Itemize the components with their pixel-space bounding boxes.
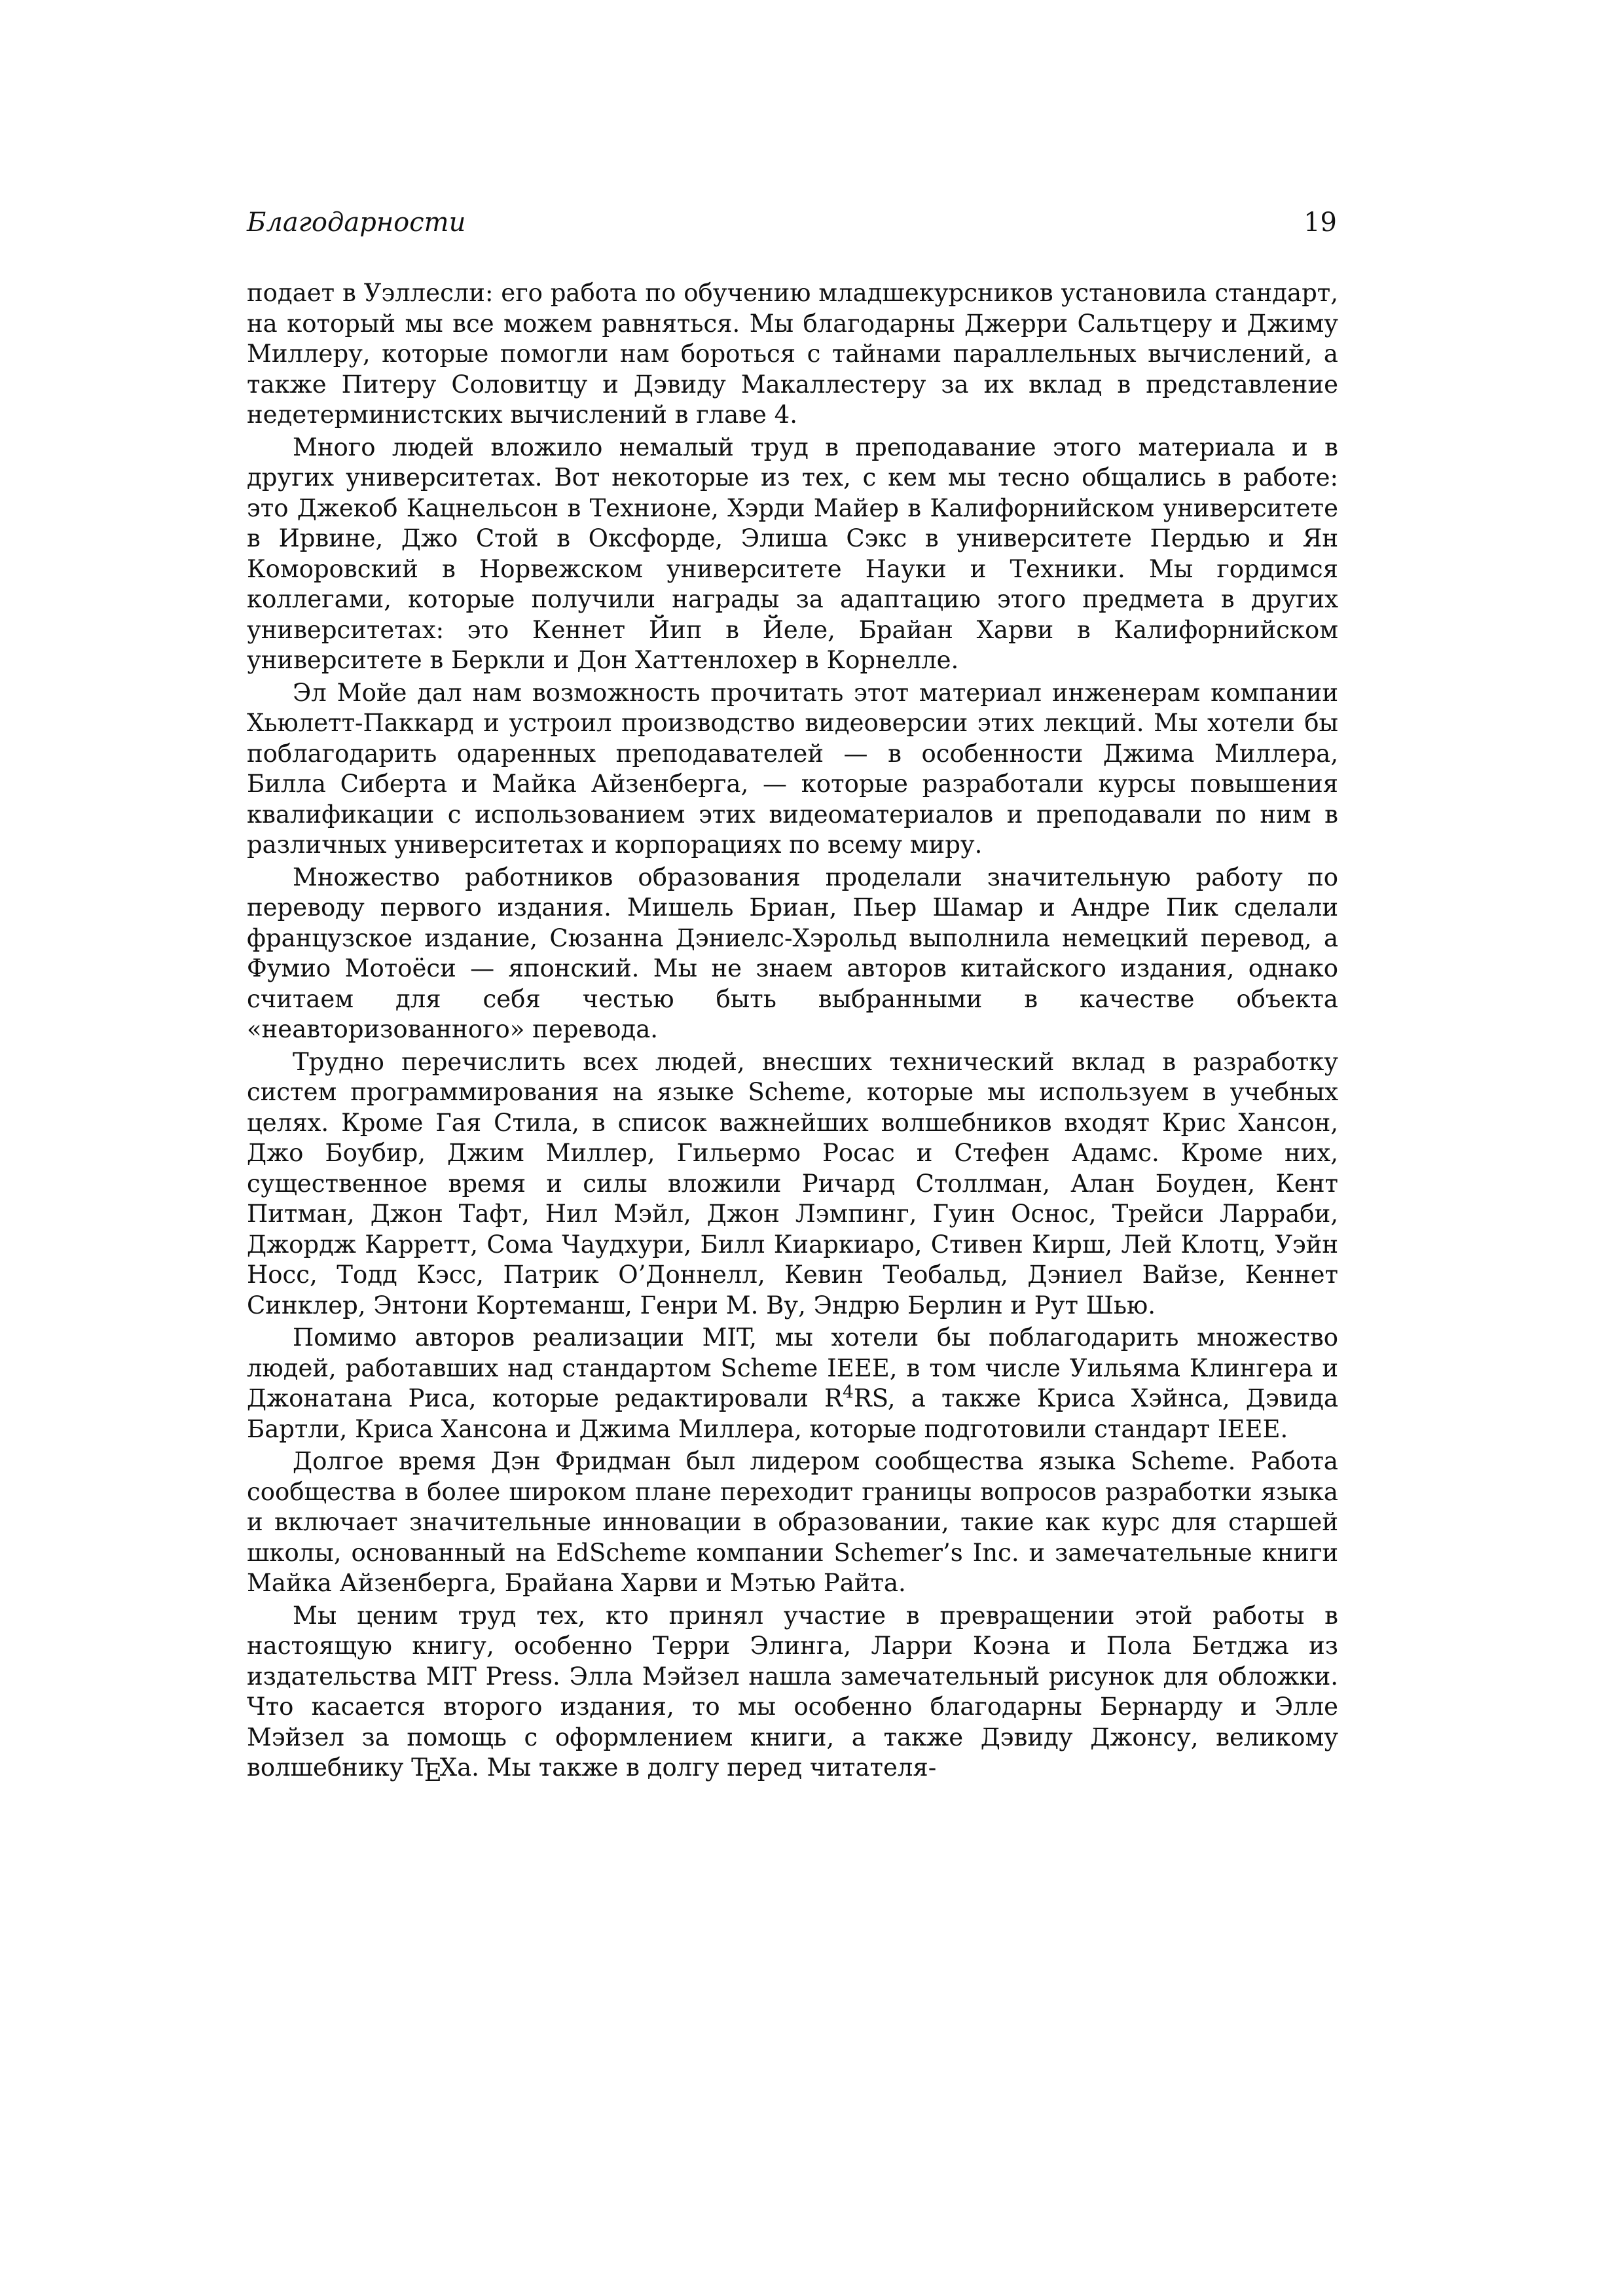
paragraph: [247, 1323, 1338, 1444]
running-head-title: Благодарности: [247, 207, 466, 238]
tex-logo-e: E: [424, 1759, 442, 1787]
tex-logo-rest: Xа: [439, 1753, 472, 1782]
paragraph: Множество работников образования проделали значительную работу по переводу первого издания. Мишель Бриан, Пьер Шамар и Андре Пик сделали французское издание, Сюзанна Дэниелс-Хэрольд выполнила немецкий перевод, а Фумио Мотоёси — японский. Мы не знаем авторов китайского издания, однако считаем для себя честью быть выбранными в качестве объекта «неавторизованного» перевода.: [247, 863, 1338, 1043]
paragraph: Долгое время Дэн Фридман был лидером сообщества языка Scheme. Работа сообщества в более широком плане переходит границы вопросов разработки языка и включает значительные инновации в образовании, такие как курс для старшей школы, основанный на EdScheme компании Schemer’s Inc. и замечательные книги Майка Айзенберга, Брайана Харви и Мэтью Райта.: [247, 1447, 1338, 1597]
paragraph-text: . Мы также в долгу перед читателя-: [471, 1753, 937, 1782]
paragraph: Трудно перечислить всех людей, внесших технический вклад в разработку систем программирования на языке Scheme, которые мы используем в учебных целях. Кроме Гая Стила, в список важнейших волшебников входят Крис Хансон, Джо Боубир, Джим Миллер, Гильермо Росас и Стефен Адамс. Кроме них, существенное время и силы вложили Ричард Столлман, Алан Боуден, Кент Питман, Джон Тафт, Нил Мэйл, Джон Лэмпинг, Гуин Оснос, Трейси Ларраби, Джордж Карретт, Сома Чаудхури, Билл Киаркиаро, Стивен Кирш, Лей Клотц, Уэйн Носс, Тодд Кэсс, Патрик О’Доннелл, Кевин Теобальд, Дэниел Вайзе, Кеннет Синклер, Энтони Кортеманш, Генри М. Ву, Эндрю Берлин и Рут Шью.: [247, 1047, 1338, 1319]
page-number: 19: [1304, 207, 1337, 238]
paragraph-text: Помимо авторов реализации MIT, мы хотели бы поблагодарить множество людей, работавших над стандартом Scheme IEEE, в том числе Уильяма Клингера и Джонатана Риса, которые редактировали R: [247, 1323, 1338, 1412]
paragraph-text: Мы ценим труд тех, кто принял участие в превращении этой работы в настоящую книгу, особенно Терри Элинга, Ларри Коэна и Пола Бетджа из издательства MIT Press. Элла Мэйзел нашла замечательный рисунок для обложки. Что касается второго издания, то мы особенно благодарны Бернарду и Элле Мэйзел за помощь с оформлением книги, а также Дэвиду Джонсу, великому волшебнику: [247, 1601, 1338, 1782]
paragraph: подает в Уэллесли: его работа по обучению младшекурсников установила стандарт, на который мы все можем равняться. Мы благодарны Джерри Сальтцеру и Джиму Миллеру, которые помогли нам бороться с тайнами параллельных вычислений, а также Питеру Соловитцу и Дэвиду Макаллестеру за их вклад в представление недетерминистских вычислений в главе 4.: [247, 279, 1338, 429]
paragraph: [247, 1601, 1338, 1787]
superscript: 4: [842, 1382, 854, 1403]
paragraph-text: RS, а также Криса Хэйнса, Дэвида Бартли, Криса Хансона и Джима Миллера, которые подготовили стандарт IEEE.: [247, 1384, 1338, 1443]
paragraph: Много людей вложило немалый труд в преподавание этого материала и в других университетах. Вот некоторые из тех, с кем мы тесно общались в работе: это Джекоб Кацнельсон в Технионе, Хэрди Майер в Калифорнийском университете в Ирвине, Джо Стой в Оксфорде, Элиша Сэкс в университете Пердью и Ян Коморовский в Норвежском университете Науки и Техники. Мы гордимся коллегами, которые получили награды за адаптацию этого предмета в других университетах: это Кеннет Йип в Йеле, Брайан Харви в Калифорнийском университете в Беркли и Дон Хаттенлохер в Корнелле.: [247, 433, 1338, 674]
tex-logo-t: T: [411, 1753, 428, 1782]
paragraph: Эл Мойе дал нам возможность прочитать этот материал инженерам компании Хьюлетт-Паккард и устроил производство видеоверсии этих лекций. Мы хотели бы поблагодарить одаренных преподавателей — в особенности Джима Миллера, Билла Сиберта и Майка Айзенберга, — которые разработали курсы повышения квалификации с использованием этих видеоматериалов и преподавали по ним в различных университетах и корпорациях по всему миру.: [247, 678, 1338, 859]
body-text: [247, 278, 1338, 1787]
